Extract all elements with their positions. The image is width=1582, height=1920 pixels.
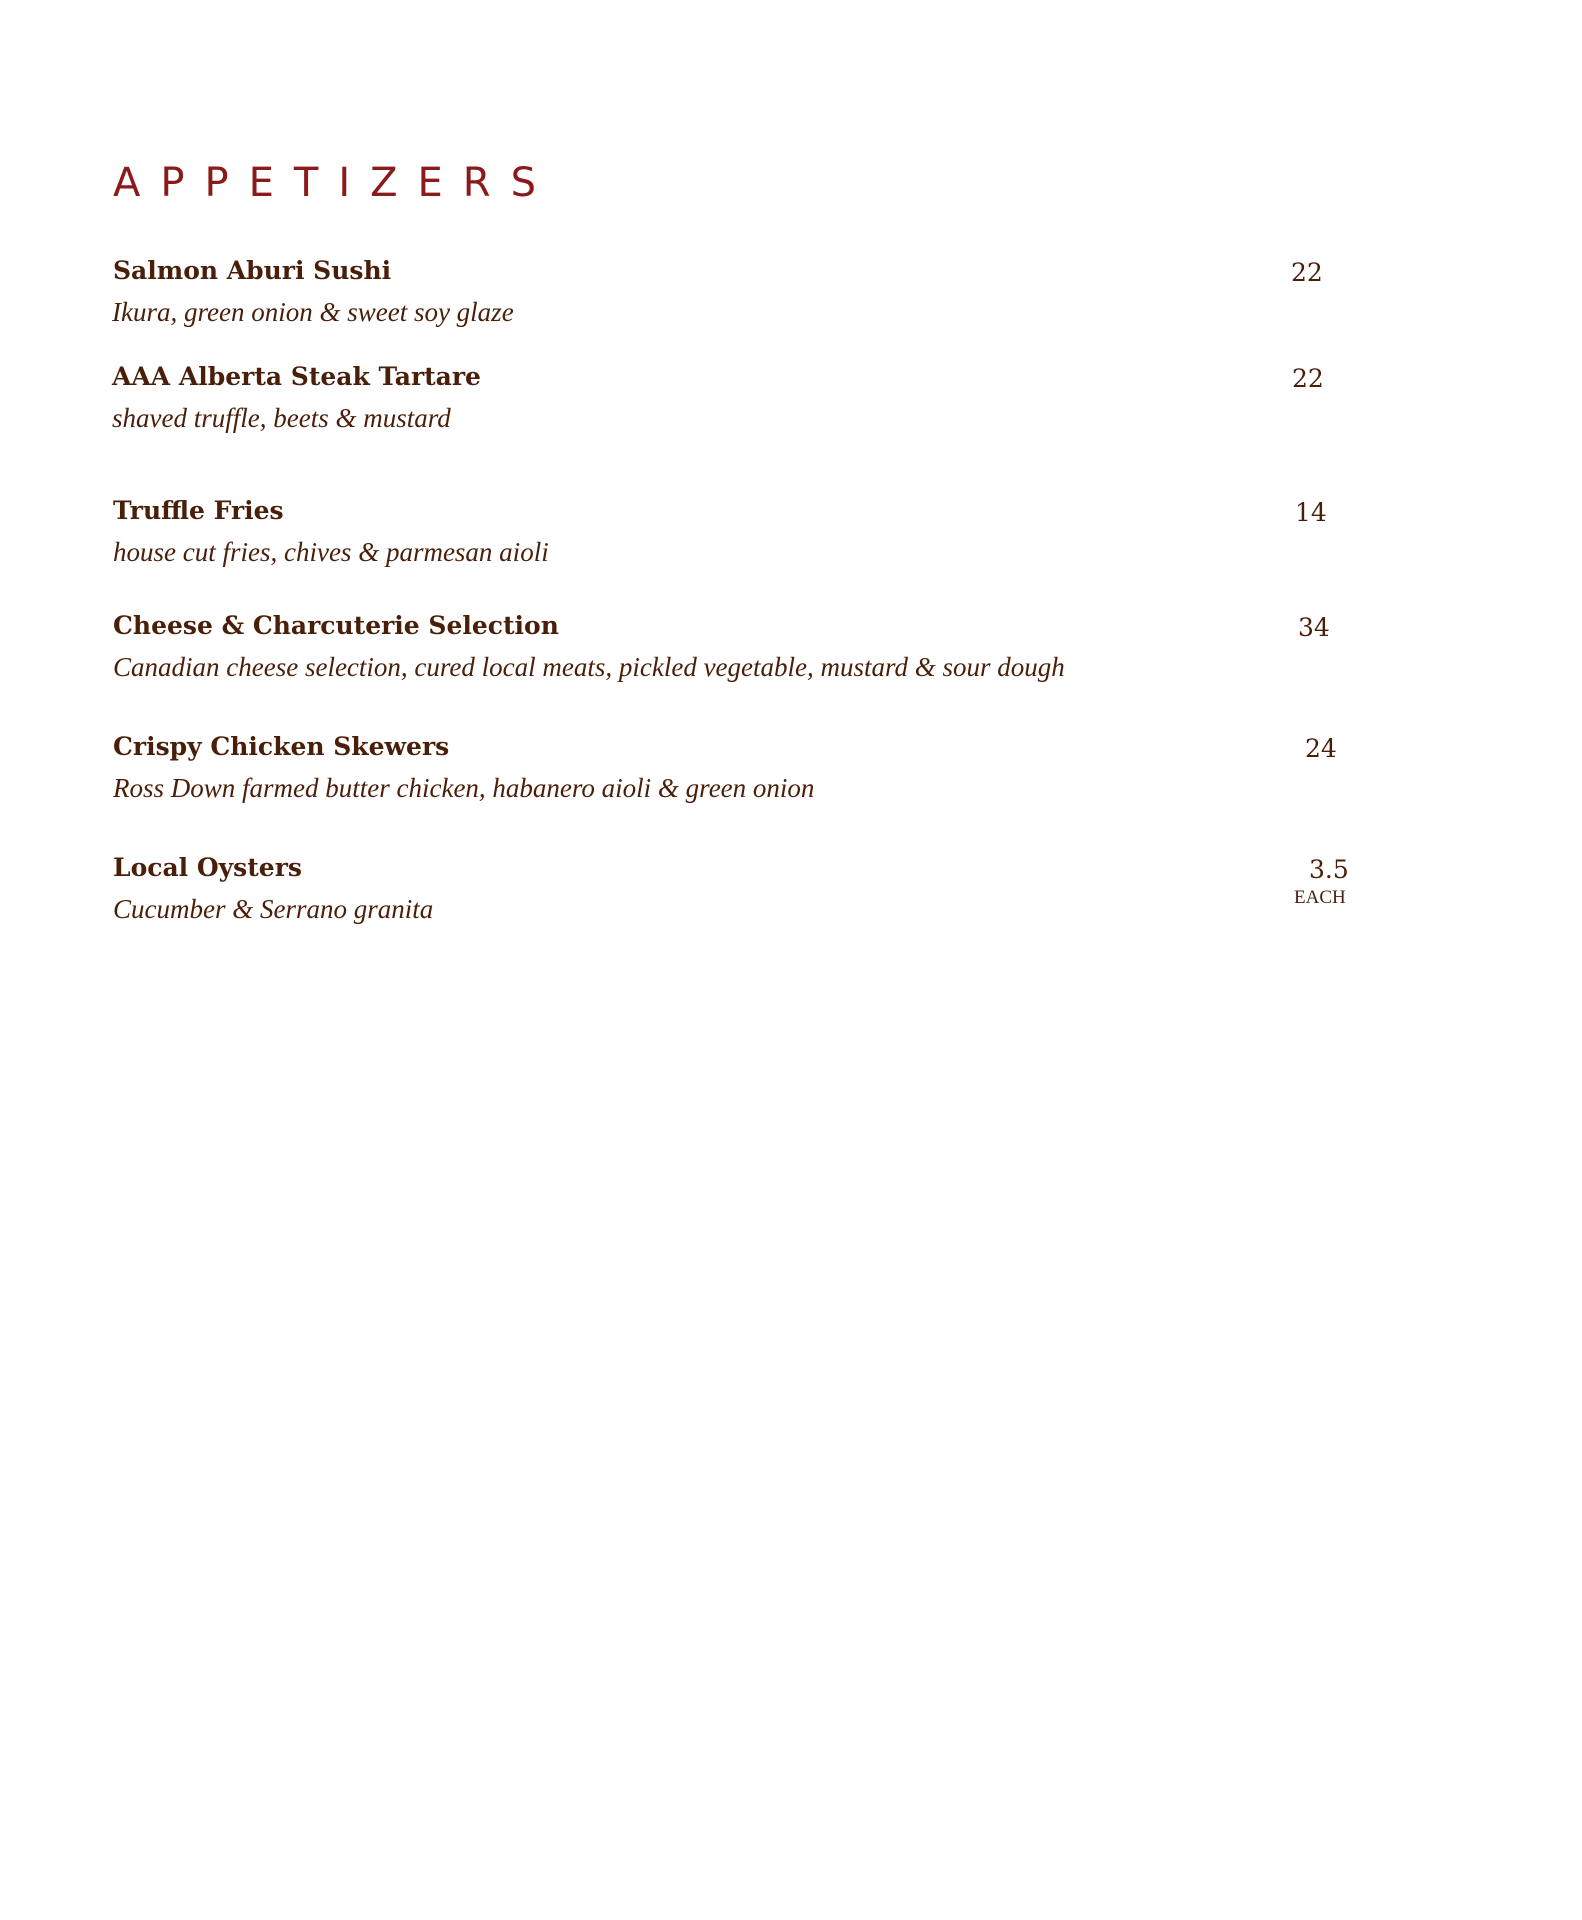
menu-item-cheese-charcuterie [0,611,1582,701]
item-name: Salmon Aburi Sushi [113,256,392,285]
item-price: 24 [1305,734,1337,763]
item-description: Canadian cheese selection, cured local meats, pickled vegetable, mustard & sour dough [113,652,1065,682]
menu-item-truffle-fries [0,496,1582,586]
item-description: Cucumber & Serrano granita [113,894,434,924]
item-price-unit: EACH [1294,887,1346,908]
item-price: 14 [1295,498,1327,527]
item-price: 3.5 [1309,855,1349,884]
item-name: Local Oysters [113,853,302,882]
menu-item-steak-tartare [0,362,1582,452]
item-name: AAA Alberta Steak Tartare [112,362,481,391]
item-name: Crispy Chicken Skewers [113,732,450,761]
item-name: Cheese & Charcuterie Selection [113,611,559,640]
section-title: APPETIZERS [113,160,556,206]
item-price: 22 [1291,258,1323,287]
menu-item-local-oysters [0,853,1582,943]
item-description: house cut fries, chives & parmesan aioli [113,537,549,567]
menu-item-crispy-chicken-skewers [0,732,1582,822]
item-description: Ikura, green onion & sweet soy glaze [112,297,514,327]
item-description: shaved truffle, beets & mustard [112,403,451,433]
item-price: 22 [1292,364,1324,393]
item-name: Truffle Fries [113,496,284,525]
item-price: 34 [1298,613,1330,642]
menu-item-salmon-aburi-sushi [0,256,1582,346]
item-description: Ross Down farmed butter chicken, habanero aioli & green onion [113,773,815,803]
